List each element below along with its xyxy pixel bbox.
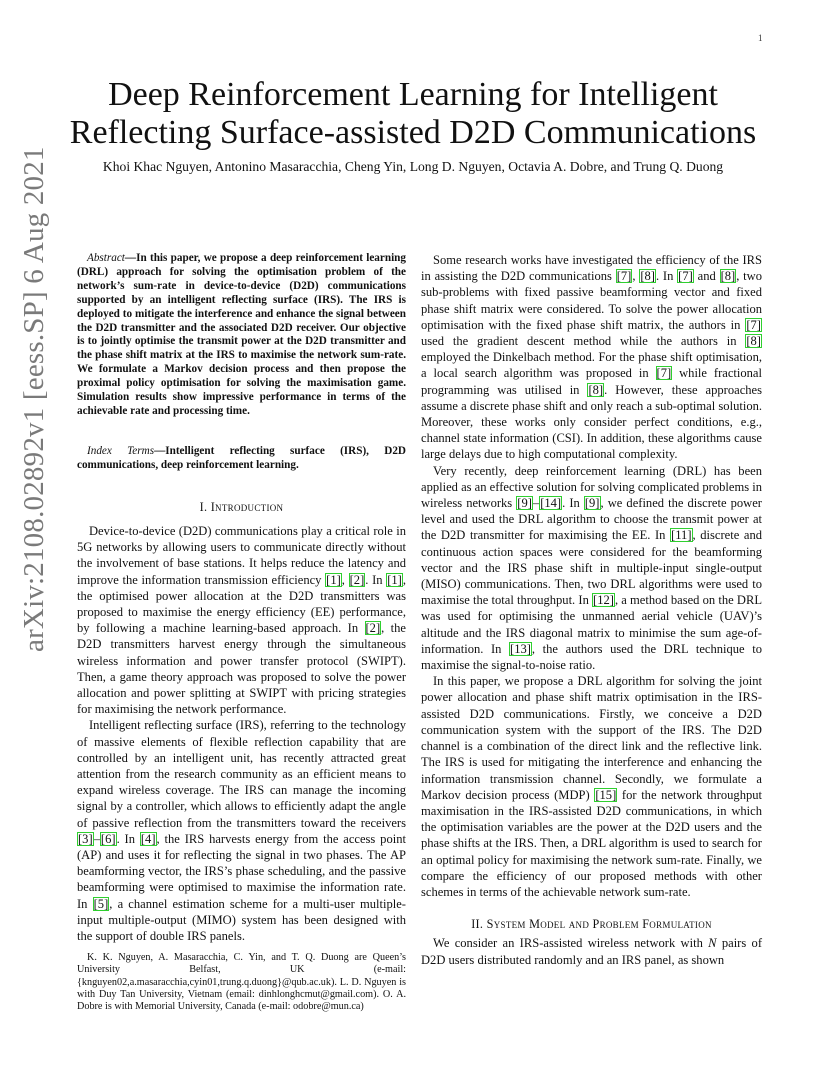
- citation-link[interactable]: [8]: [640, 269, 655, 284]
- citation-link[interactable]: [8]: [720, 269, 736, 284]
- intro-paragraph-4: Very recently, deep reinforcement learning (DRL) has been applied as an effective solution for solving complicated problems in wireless networks [9]–[14]. In [9], we defined the discrete power level and used the DRL algorithm to choose the transmit power at the D2D transmitter for maximising the EE. In [11], discrete and continuous action spaces were considered for the beamforming vector and the IRS phase shift in multiple-input single-output (MISO) communications. Then, two DRL algorithms were used to maximise the total throughput. In [12], a method based on the DRL was used for optimising the unmanned aerial vehicle (UAV)’s altitude and the IRS diagonal matrix to minimise the sum age-of-information. In [13], the authors used the DRL technique to maximise the signal-to-noise ratio.: [421, 463, 762, 673]
- system-model-paragraph-1: We consider an IRS-assisted wireless network with N pairs of D2D users distributed randomly and an IRS panel, as shown: [421, 936, 762, 967]
- citation-link[interactable]: [7]: [616, 269, 632, 284]
- section-heading-system-model: II. System Model and Problem Formulation: [471, 917, 712, 932]
- citation-link[interactable]: [15]: [595, 787, 617, 802]
- citation-link[interactable]: [3]: [78, 831, 93, 846]
- abstract: [77, 252, 406, 419]
- abstract-text: —In this paper, we propose a deep reinforcement learning (DRL) approach for solving the optimisation problem of the network’s sum-rate in device-to-device (D2D) communications supported by an intelligent reflecting surface (IRS). The IRS is deployed to mitigate the interference and enhance the signal between the D2D transmitter and the associated D2D receiver. Our objective is to jointly optimise the transmit power at the D2D transmitter and the phase shift matrix at the IRS to maximise the network sum-rate. We formulate a Markov decision process and then propose the proximal policy optimisation for solving the maximisation game. Simulation results show impressive performance in terms of the achievable rate and processing time.: [77, 252, 406, 417]
- index-terms-label: Index Terms: [87, 444, 155, 457]
- abstract-label: Abstract: [87, 252, 125, 264]
- citation-link[interactable]: [8]: [746, 334, 761, 349]
- citation-link[interactable]: [6]: [100, 831, 116, 846]
- citation-link[interactable]: [2]: [365, 621, 381, 636]
- index-terms: [77, 445, 406, 473]
- citation-link[interactable]: [13]: [510, 641, 531, 656]
- right-column: [421, 252, 762, 968]
- paper-title: [60, 76, 766, 152]
- citation-link[interactable]: [5]: [93, 896, 109, 911]
- citation-link[interactable]: [7]: [656, 366, 672, 381]
- citation-link[interactable]: [4]: [140, 831, 156, 846]
- author-affiliation-footnote: K. K. Nguyen, A. Masaracchia, C. Yin, and T. Q. Duong are Queen’s University Belfast, UK (e-mail: {knguyen02,a.masaracchia,cyin01,trung.q.duong}@qub.ac.uk). L. D. Nguyen is with Duy Tan University, Vietnam (email: dinhlonghcmut@gmail.com). O. A. Dobre is with Memorial University, Canada (e-mail: odobre@mun.ca): [77, 952, 406, 1013]
- citation-link[interactable]: [7]: [746, 317, 761, 332]
- citation-link[interactable]: [11]: [671, 528, 692, 543]
- citation-link[interactable]: [1]: [326, 572, 341, 587]
- arxiv-identifier-stamp[interactable]: arXiv:2108.02892v1 [eess.SP] 6 Aug 2021: [18, 146, 50, 652]
- intro-paragraph-1: Device-to-device (D2D) communications play a critical role in 5G networks by allowing users to communicate directly without the involvement of base stations. It helps reduce the latency and improve the information transmission efficiency [1], [2]. In [1], the optimised power allocation at the D2D transmitters was proposed to maximise the energy efficiency (EE) performance, by following a machine learning-based approach. In [2], the D2D transmitters harvest energy through the simultaneous wireless information and power transfer protocol (SWIPT). Then, a game theory approach was proposed to solve the power allocation and power splitting at SWIPT with pricing strategies for maximising the network performance.: [77, 523, 406, 717]
- citation-link[interactable]: [1]: [387, 572, 402, 587]
- title-line-2: Reflecting Surface-assisted D2D Communications: [69, 114, 757, 151]
- citation-link[interactable]: [8]: [588, 382, 604, 397]
- page-number: 1: [758, 33, 763, 43]
- intro-paragraph-5: In this paper, we propose a DRL algorithm for solving the joint power allocation and phase shift matrix optimisation in the IRS-assisted D2D communications. Firstly, we conceive a D2D communication system with the support of the IRS. The D2D channel is a combination of the direct link and the reflective link. The IRS is used for mitigating the interference and enhancing the information transmission channel. Secondly, we formulate a Markov decision process (MDP) [15] for the network throughput maximisation in the IRS-assisted D2D communications, in which the optimisation variables are the power at the D2D users and the phase shifts at the IRS. Then, a DRL algorithm is used to search for an optimal policy for maximising the network sum-rate. Finally, we compare the efficiency of our proposed methods with other schemes in terms of the achievable network sum-rate.: [421, 674, 763, 899]
- intro-paragraph-3: Some research works have investigated the efficiency of the IRS in assisting the D2D communications [7], [8]. In [7] and [8], two sub-problems with fixed passive beamforming vector and fixed phase shift matrix were considered. To solve the power allocation optimisation with the fixed phase shift matrix, the authors in [7] used the gradient descent method while the authors in [8] employed the Dinkelbach method. For the phase shift optimisation, a local search algorithm was proposed in [7] while fractional programming was utilised in [8]. However, these approaches assume a discrete phase shift and only reach a sub-optimal solution. Moreover, these works only consider perfect conditions, e.g., channel state information (CSI). In addition, these algorithms cause large delays due to high computational complexity.: [421, 253, 762, 462]
- citation-link[interactable]: [9]: [517, 496, 532, 511]
- intro-paragraph-2: Intelligent reflecting surface (IRS), referring to the technology of massive elements of flexible reflection capability that are controlled by an intelligent unit, has recently attracted great attention from the research community as an efficient means to expand wireless coverage. The IRS can manage the incoming signal by a controller, which allows to efficiently adapt the angle of passive reflection from the transmitters toward the receivers [3]–[6]. In [4], the IRS harvests energy from the access point (AP) and uses it for reflecting the signal in two phases. The AP beamforming vector, the IRS’s phase scheduling, and the passive beamforming were optimised to maximise the information rate. In [5], a channel estimation scheme for a multi-user multiple-input multiple-output (MIMO) system has been designed with the support of double IRS panels.: [77, 718, 406, 943]
- index-terms-text: —Intelligent reflecting surface (IRS), D2D communications, deep reinforcement learning.: [77, 444, 406, 471]
- citation-link[interactable]: [9]: [584, 496, 600, 511]
- section-heading-introduction: I. Introduction: [199, 499, 284, 514]
- citation-link[interactable]: [14]: [540, 496, 562, 511]
- title-line-1: Deep Reinforcement Learning for Intelligent: [108, 76, 718, 113]
- author-list: Khoi Khac Nguyen, Antonino Masaracchia, Cheng Yin, Long D. Nguyen, Octavia A. Dobre, and Trung Q. Duong: [102, 159, 724, 174]
- left-column: [77, 252, 406, 944]
- citation-link[interactable]: [7]: [678, 269, 693, 284]
- citation-link[interactable]: [2]: [349, 572, 365, 587]
- math-variable-n: N: [708, 936, 717, 951]
- citation-link[interactable]: [12]: [593, 593, 614, 608]
